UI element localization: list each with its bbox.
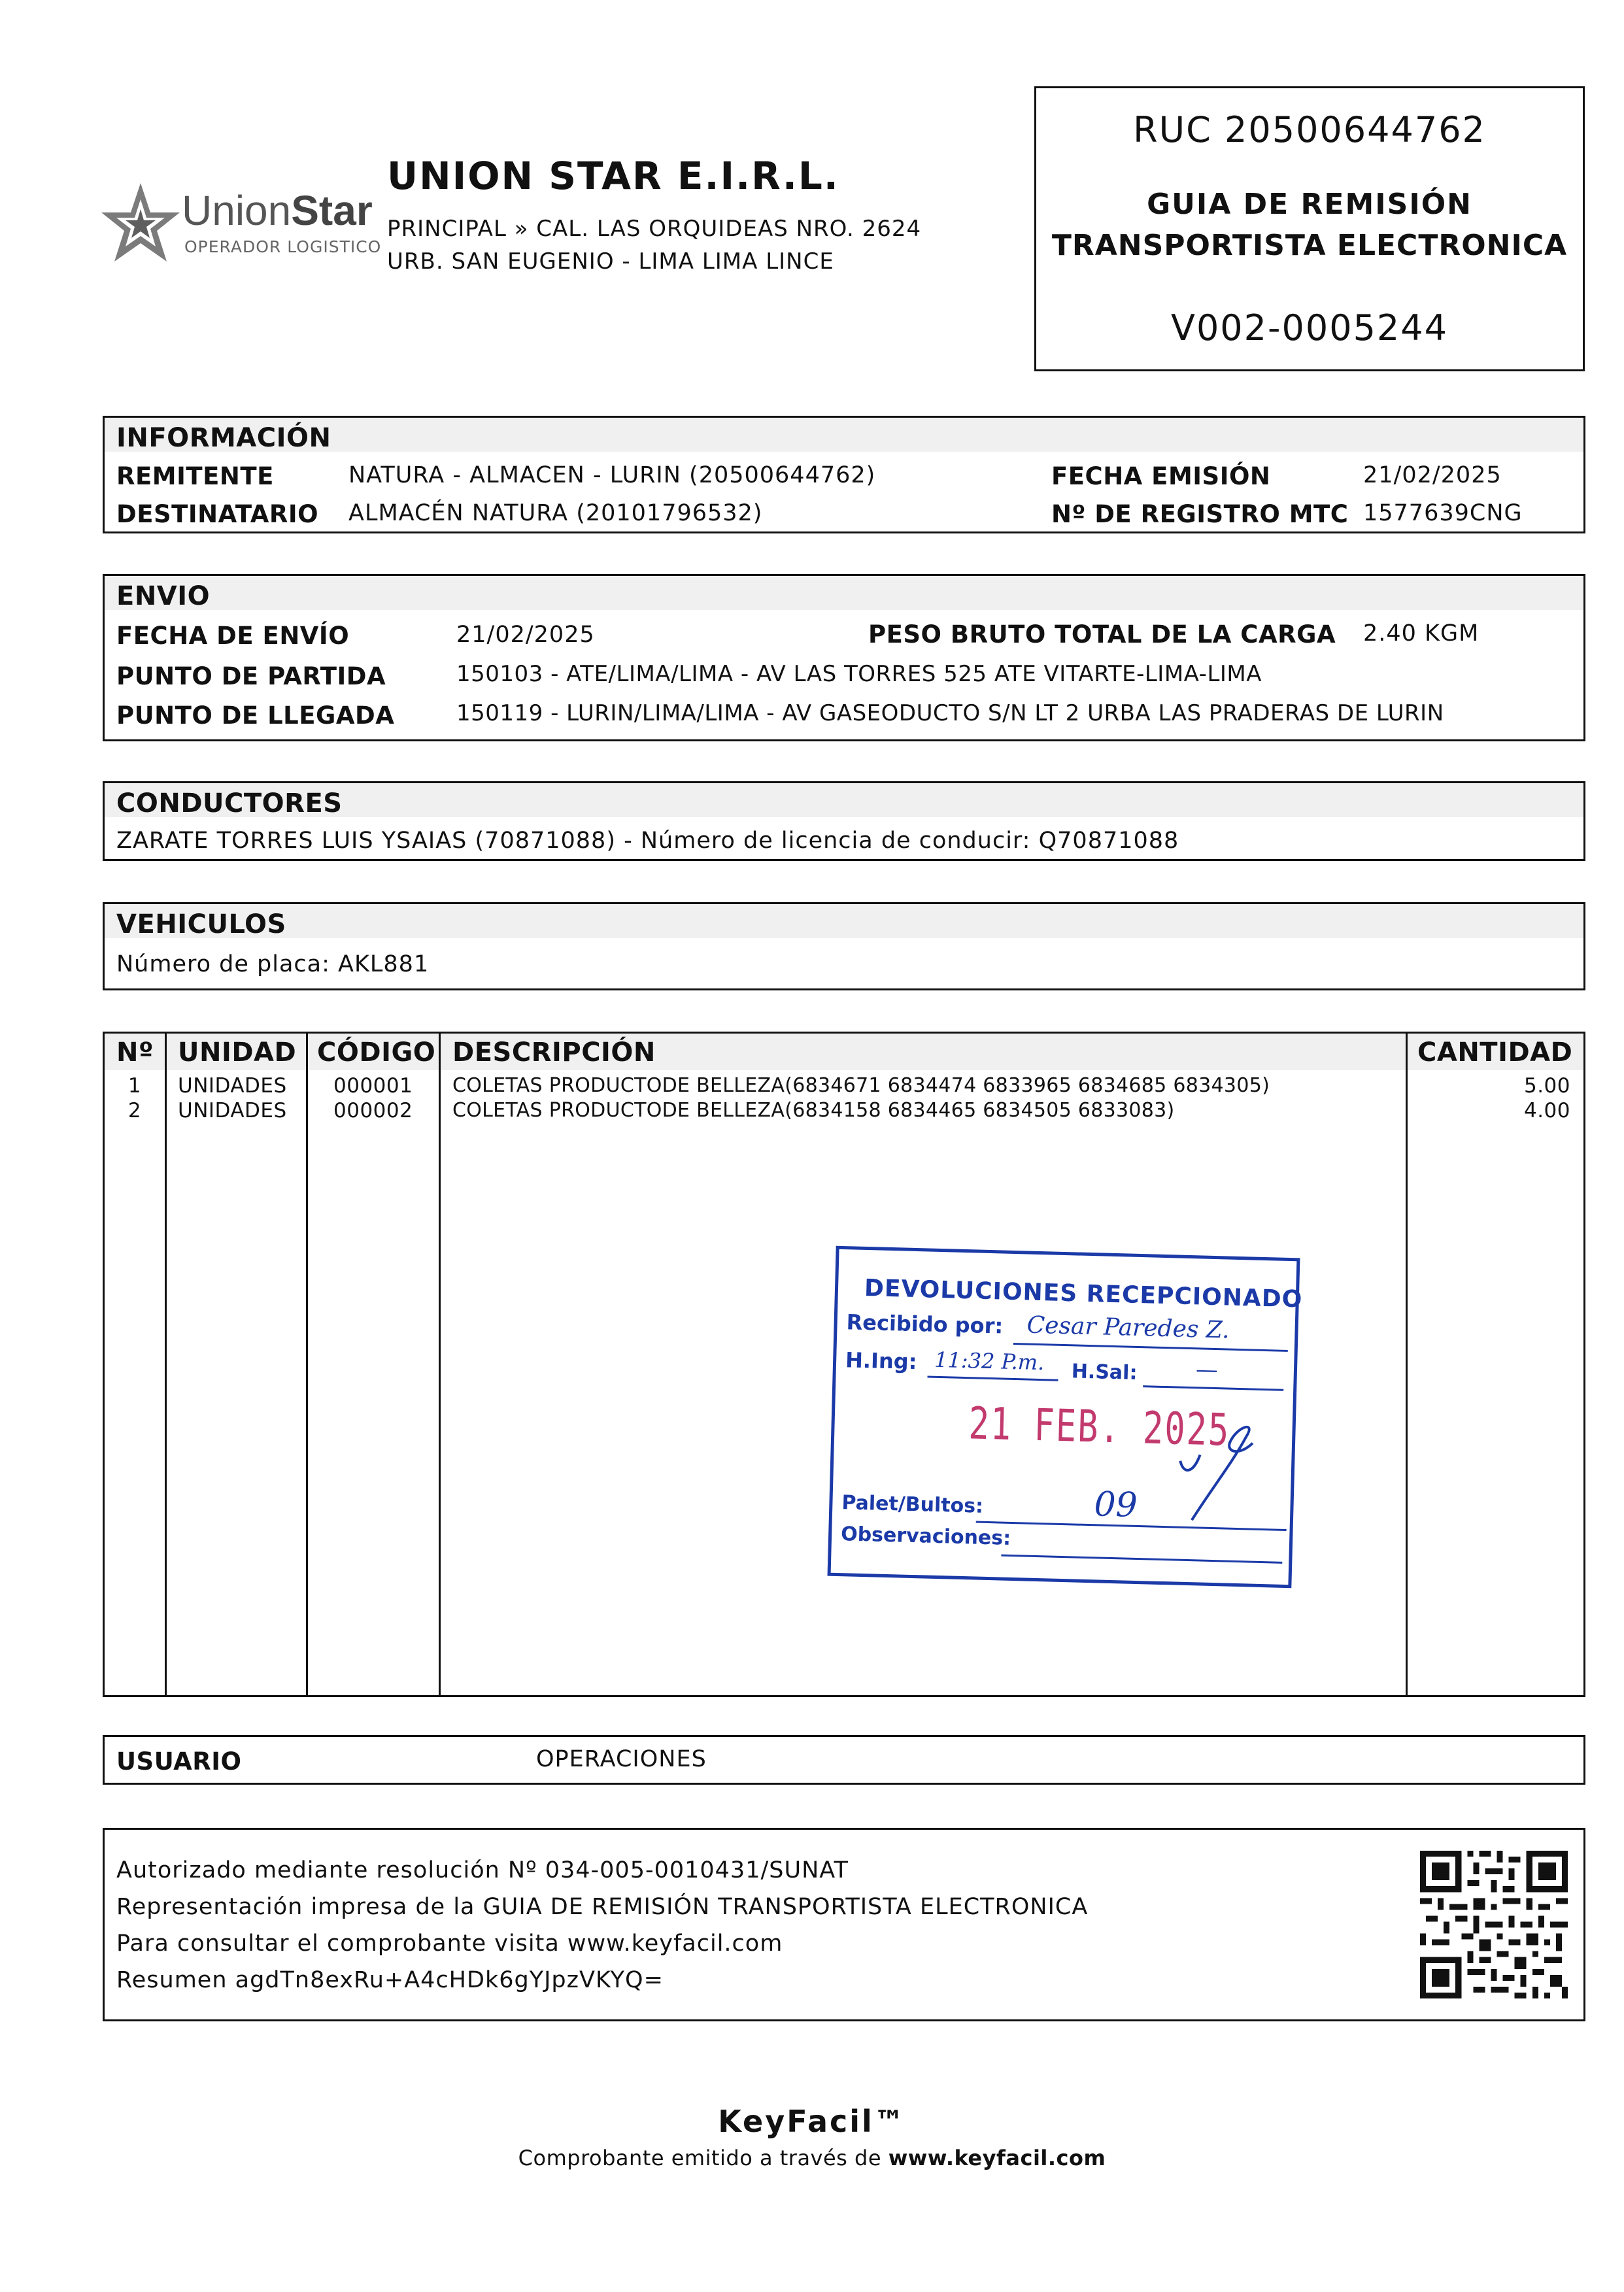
fecha-emision-value: 21/02/2025 (1363, 462, 1502, 488)
company-address-line1: PRINCIPAL » CAL. LAS ORQUIDEAS NRO. 2624 (387, 216, 922, 242)
conductor-info: ZARATE TORRES LUIS YSAIAS (70871088) - Número de licencia de conducir: Q70871088 (116, 828, 1179, 854)
row2-cantidad: 4.00 (1523, 1099, 1570, 1122)
envio-heading: ENVIO (116, 581, 211, 611)
placa-info: Número de placa: AKL881 (116, 951, 430, 977)
stamp-observaciones-label: Observaciones: (840, 1523, 1011, 1550)
col-header-codigo: CÓDIGO (317, 1037, 436, 1068)
row1-unidad: UNIDADES (178, 1074, 287, 1098)
document-title-line1: GUIA DE REMISIÓN (1147, 188, 1472, 221)
informacion-section (103, 416, 1585, 533)
punto-llegada-value: 150119 - LURIN/LIMA/LIMA - AV GASEODUCTO S/N LT 2 URBA LAS PRADERAS DE LURIN (456, 700, 1444, 726)
punto-partida-value: 150103 - ATE/LIMA/LIMA - AV LAS TORRES 525 ATE VITARTE-LIMA-LIMA (456, 661, 1262, 687)
authorization-line1: Autorizado mediante resolución Nº 034-005-0010431/SUNAT (116, 1857, 849, 1883)
row2-descripcion: COLETAS PRODUCTODE BELLEZA(6834158 6834465 6834505 6833083) (452, 1099, 1175, 1122)
brand-site-link[interactable]: www.keyfacil.com (888, 2146, 1106, 2170)
vehiculos-section (103, 902, 1585, 990)
row2-unidad: UNIDADES (178, 1099, 287, 1122)
registro-mtc-value: 1577639CNG (1363, 500, 1523, 526)
fecha-envio-label: FECHA DE ENVÍO (116, 622, 350, 650)
logo-name-star: Star (291, 187, 373, 234)
authorization-line2: Representación impresa de la GUIA DE REMISIÓN TRANSPORTISTA ELECTRONICA (116, 1894, 1089, 1920)
row1-n: 1 (127, 1074, 142, 1098)
fecha-envio-value: 21/02/2025 (456, 622, 595, 648)
row1-descripcion: COLETAS PRODUCTODE BELLEZA(6834671 6834474 6833965 6834685 6834305) (452, 1074, 1270, 1097)
ruc-number: RUC 20500644762 (1133, 109, 1486, 150)
stamp-title: DEVOLUCIONES RECEPCIONADO (864, 1274, 1303, 1313)
punto-partida-label: PUNTO DE PARTIDA (116, 662, 386, 690)
brand-tagline (0, 2146, 1624, 2170)
destinatario-value: ALMACÉN NATURA (20101796532) (348, 500, 763, 526)
stamp-recibido-value: Cesar Paredes Z. (1026, 1311, 1230, 1344)
document-id-box (1034, 86, 1585, 371)
stamp-hsal-value: — (1195, 1357, 1219, 1384)
brand-name: KeyFacil™ (718, 2104, 906, 2139)
document-number: V002-0005244 (1171, 307, 1448, 348)
fecha-emision-label: FECHA EMISIÓN (1051, 462, 1271, 490)
usuario-label: USUARIO (116, 1747, 242, 1776)
stamp-recibido-label: Recibido por: (846, 1309, 1004, 1339)
conductores-heading: CONDUCTORES (116, 788, 343, 818)
authorization-line3: Para consultar el comprobante visita www.keyfacil.com (116, 1930, 783, 1957)
remitente-value: NATURA - ALMACEN - LURIN (20500644762) (348, 462, 876, 488)
stamp-date: 21 FEB. 2025 (968, 1398, 1231, 1457)
peso-bruto-label: PESO BRUTO TOTAL DE LA CARGA (868, 620, 1336, 649)
row2-n: 2 (127, 1099, 142, 1122)
col-header-n: Nº (116, 1037, 154, 1068)
company-name: UNION STAR E.I.R.L. (387, 154, 839, 198)
qr-code-icon (1420, 1851, 1568, 1998)
company-address-line2: URB. SAN EUGENIO - LIMA LIMA LINCE (387, 248, 834, 275)
col-header-unidad: UNIDAD (178, 1037, 297, 1068)
authorization-line4: Resumen agdTn8exRu+A4cHDk6gYJpzVKYQ= (116, 1967, 664, 1993)
reception-stamp (828, 1246, 1303, 1588)
envio-section (103, 574, 1585, 741)
informacion-heading: INFORMACIÓN (116, 423, 331, 453)
stamp-palet-value: 09 (1093, 1485, 1138, 1525)
col-header-descripcion: DESCRIPCIÓN (452, 1037, 656, 1068)
peso-bruto-value: 2.40 KGM (1363, 620, 1480, 647)
punto-llegada-label: PUNTO DE LLEGADA (116, 701, 395, 730)
remitente-label: REMITENTE (116, 462, 274, 490)
conductores-section (103, 781, 1585, 861)
logo-tagline: OPERADOR LOGISTICO (184, 237, 382, 256)
handwritten-signature-mark (1172, 1421, 1266, 1535)
row1-codigo: 000001 (333, 1074, 413, 1098)
brand-tagline-prefix: Comprobante emitido a través de (518, 2146, 888, 2170)
vehiculos-heading: VEHICULOS (116, 909, 286, 939)
col-header-cantidad: CANTIDAD (1417, 1037, 1573, 1068)
stamp-palet-label: Palet/Bultos: (841, 1491, 984, 1518)
row2-codigo: 000002 (333, 1099, 413, 1122)
registro-mtc-label: Nº DE REGISTRO MTC (1051, 500, 1349, 528)
destinatario-label: DESTINATARIO (116, 500, 319, 528)
usuario-value: OPERACIONES (536, 1746, 707, 1772)
usuario-section (103, 1735, 1585, 1785)
stamp-hing-value: 11:32 P.m. (934, 1347, 1045, 1375)
company-logo (98, 180, 382, 278)
authorization-box (103, 1828, 1585, 2021)
stamp-hing-label: H.Ing: (845, 1347, 917, 1375)
star-logo-icon (98, 180, 183, 271)
logo-name-union: Union (182, 187, 292, 234)
row1-cantidad: 5.00 (1523, 1074, 1570, 1098)
document-title-line2: TRANSPORTISTA ELECTRONICA (1051, 229, 1568, 262)
stamp-hsal-label: H.Sal: (1071, 1360, 1138, 1385)
